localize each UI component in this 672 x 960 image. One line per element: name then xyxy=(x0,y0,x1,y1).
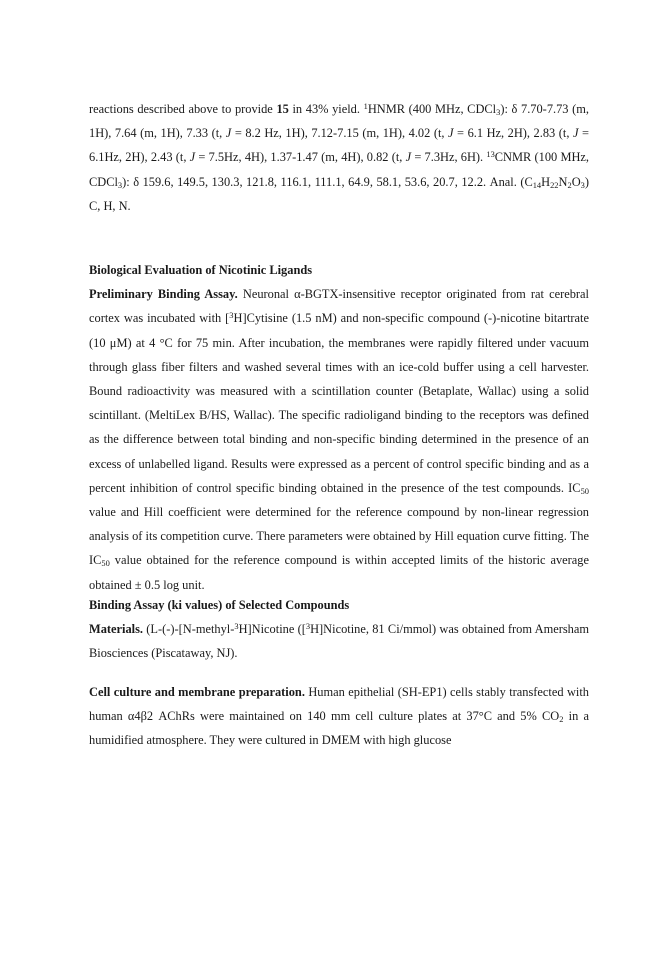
nmr-text: reactions described above to provide 15 in 43% yield. $^1$HNMR (400 MHz, CDCl$_3$): δ 7.70-7.73 (m, 1H), 7.64 (m, 1H), 7.33 (t, J = 8.2 Hz, 1H), 7.12-7.15 (m, 1H), 4.02 (t, J = 6.1 Hz, 2H), 2.83 (t, J = 6.1Hz, 2H), 2.43 (t, J = 7.5Hz, 4H), 1.37-1.47 (m, 4H), 0.82 (t, J = 7.3Hz, 6H). $^{13}$CNMR (100 MHz, CDCl$_3$): δ 159.6, 149.5, 130.3, 121.8, 116.1, 111.1, 64.9, 58.1, 53.6, 20.7, 12.2. Anal. $(C_{14}H_{22}N_2O_3)$ C, H, N. xyxy=(89,101,590,213)
nmr-paragraph xyxy=(89,97,589,218)
preliminary-binding-paragraph: Preliminary Binding Assay. Neuronal α-BGTX-insensitive receptor originated from rat cerebral cortex was incubated with [$^3$H]Cytisine (1.5 nM) and non-specific compound (-)-nicotine bitartrate (10 μM) at 4 °C for 75 min. After incubation, the membranes were rapidly filtered under vacuum through glass fiber filters and washed several times with an ice-cold buffer using a cell harvester. Bound radioactivity was measured with a scintillation counter (Betaplate, Wallac) using a solid scintillant. (MeltiLex B/HS, Wallac). The specific radioligand binding to the receptors was defined as the difference between total binding and non-specific binding determined in the presence of an excess of unlabelled ligand. Results were expressed as a percent of control specific binding and as a percent inhibition of control specific binding obtained in the presence of the test compounds. $IC_{50}$ value and Hill coefficient were determined for the reference compound by non-linear regression analysis of its competition curve. There parameters were obtained by Hill equation curve fitting. The $IC_{50}$ value obtained for the reference compound is within accepted limits of the historic average obtained ± 0.5 log unit. xyxy=(89,287,590,592)
paragraph-lead: Materials. xyxy=(89,622,144,637)
biological-evaluation-section xyxy=(89,258,589,597)
paragraph-lead: Cell culture and membrane preparation. xyxy=(89,685,305,699)
compound-number: 15 xyxy=(276,102,289,116)
section-heading: Biological Evaluation of Nicotinic Ligands xyxy=(89,263,313,277)
binding-assay-section xyxy=(89,593,589,666)
paragraph-lead: Preliminary Binding Assay. xyxy=(89,287,238,302)
cell-culture-paragraph: Cell culture and membrane preparation. Human epithelial (SH-EP1) cells stably transfected with human α4β2 AChRs were maintained on 140 mm cell culture plates at 37°C and 5% $CO_2$ in a humidified atmosphere. They were cultured in DMEM with high glucose xyxy=(89,685,589,748)
cell-culture-section xyxy=(89,680,589,753)
section-heading: Binding Assay (ki values) of Selected Compounds xyxy=(89,598,350,612)
materials-paragraph: Materials. (L-(-)-[N-methyl-$^3$H]Nicotine ([$^3$H]Nicotine, 81 Ci/mmol) was obtained from Amersham Biosciences (Piscataway, NJ). xyxy=(89,621,589,661)
